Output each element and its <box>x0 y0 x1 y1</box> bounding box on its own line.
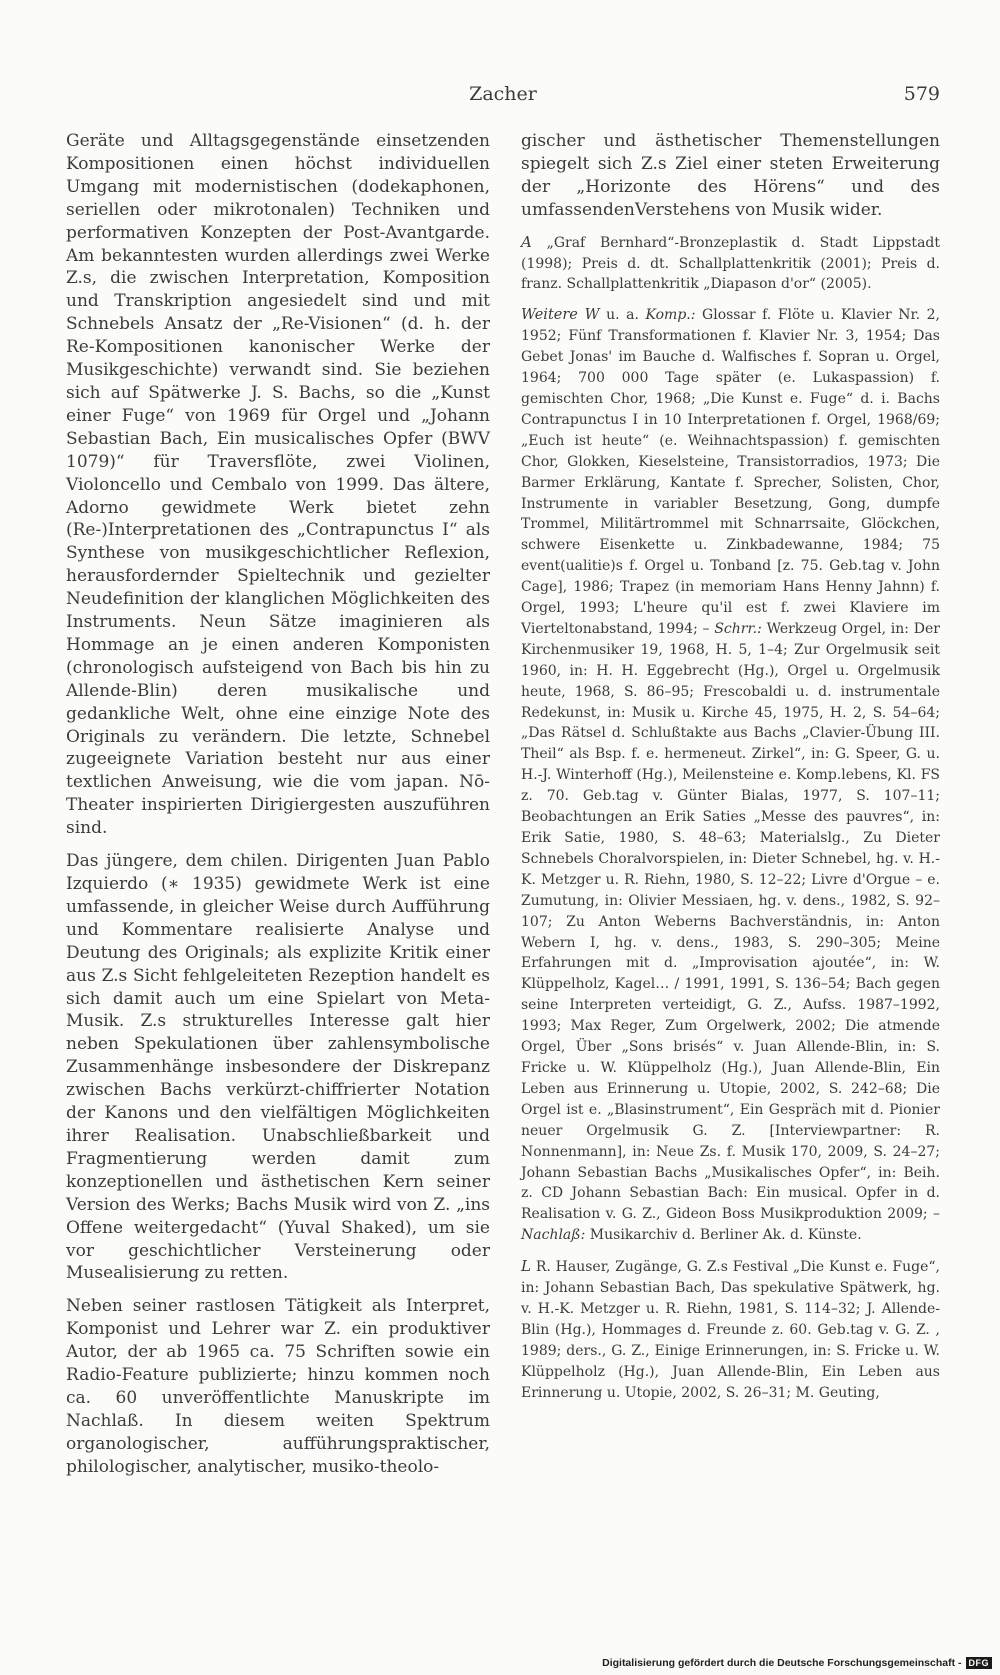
works-section <box>521 305 940 1246</box>
compositions-text: Glossar f. Flöte u. Klavier Nr. 2, 1952; Fünf Transformationen f. Klavier Nr. 3, 1954; Das Gebet Jonas' im Bauche d. Walfisches f. Sopran u. Orgel, 1964; 700 000 Tage später (e. Lukaspassion) f. gemischten Chor, 1968; „Die Kunst e. Fuge“ d. i. Bachs Contrapunctus I in 10 Interpretationen f. Orgel, 1968/69; „Euch ist heute“ (e. Weihnachtspassion) f. gemischten Chor, Glokken, Kieselsteine, Transistorradios, 1973; Die Barmer Erklärung, Kantate f. Sprecher, Solisten, Chor, Instrumente in variabler Besetzung, Gong, dumpfe Trommel, Militärtrommel mit Schnarrsaite, Glöckchen, schwere Eisenkette u. Zinkbadewanne, 1984; 75 event(ualitie)s f. Orgel u. Tonband [z. 75. Geb.tag v. John Cage], 1986; Trapez (in memoriam Hans Henny Jahnn) f. Orgel, 1993; L'heure qu'il est f. zwei Klaviere im Vierteltonabstand, 1994; – <box>521 307 941 637</box>
awards-section <box>521 232 940 296</box>
works-mid: u. a. <box>599 307 646 324</box>
literature-section <box>521 1256 940 1403</box>
awards-label: A <box>521 232 532 251</box>
compositions-label: Komp.: <box>645 307 696 324</box>
right-column <box>521 130 940 1403</box>
footer-text: Digitalisierung gefördert durch die Deutsche Forschungsgemeinschaft - <box>602 1657 962 1669</box>
works-label: Weitere W <box>521 307 600 324</box>
paragraph-continuation: gischer und ästhetischer Themenstellungen spiegelt sich Z.s Ziel einer steten Erweiterung der „Horizonte des Hörens“ und des umfassendenVerstehens von Musik wider. <box>521 131 940 220</box>
estate-label: Nachlaß: <box>521 1227 586 1244</box>
left-column <box>66 130 490 1479</box>
running-head: Zacher <box>469 83 537 105</box>
literature-label: L <box>521 1257 531 1276</box>
writings-label: Schrr.: <box>714 620 762 637</box>
paragraph-writings: Neben seiner rastlosen Tätigkeit als Interpret, Komponist und Lehrer war Z. ein produktiver Autor, der ab 1965 ca. 75 Schriften sowie ein Radio-Feature publizierte; hinzu kommen noch ca. 60 unveröffentlichte Manuskripte im Nachlaß. In diesem weiten Spektrum organologischer, aufführungspraktischer, philologischer, analytischer, musiko-theolo- <box>66 1296 490 1477</box>
page-number: 579 <box>903 83 940 105</box>
digitization-footer <box>602 1655 992 1671</box>
writings-text: Werkzeug Orgel, in: Der Kirchenmusiker 19, 1968, H. 5, 1–4; Zur Orgelmusik seit 1960, in: H. H. Eggebrecht (Hg.), Orgel u. Orgelmusik heute, 1968, S. 86–95; Frescobaldi u. d. instrumentale Redekunst, in: Musik u. Kirche 45, 1975, H. 2, S. 54–64; „Das Rätsel d. Schlußtakte aus Bachs „Clavier-Übung III. Theil“ als Bsp. f. e. hermeneut. Zirkel“, in: G. Speer, G. u. H.-J. Winterhoff (Hg.), Meilensteine e. Komp.lebens, Kl. FS z. 70. Geb.tag v. Günter Bialas, 1977, S. 107–11; Beobachtungen an Erik Saties „Messe des pauvres“, in: Erik Satie, 1980, S. 48–63; Materialslg., Zu Dieter Schnebels Choralvorspielen, in: Dieter Schnebel, hg. v. H.-K. Metzger u. R. Riehn, 1980, S. 12–22; Livre d'Orgue – e. Zumutung, in: Olivier Messiaen, hg. v. dens., 1982, S. 92–107; Zu Anton Weberns Bachverständnis, in: Anton Webern I, hg. v. dens., 1983, S. 290–305; Meine Erfahrungen mit d. „Improvisation ajoutée“, in: W. Klüppelholz, Kagel… / 1991, 1991, S. 136–54; Bach gegen seine Interpreten verteidigt, G. Z., Aufss. 1987–1992, 1993; Max Reger, Zum Orgelwerk, 2002; Die atmende Orgel, Über „Sons brisés“ v. Juan Allende-Blin, in: S. Fricke u. W. Klüppelholz (Hg.), Juan Allende-Blin, Ein Leben aus Erinnerung u. Utopie, 2002, S. 242–68; Die Orgel ist e. „Blasinstrument“, Ein Gespräch mit d. Pionier neuer Orgelmusik G. Z. [Interviewpartner: R. Nonnenmann], in: Neue Zs. f. Musik 170, 2009, S. 24–27; Johann Sebastian Bachs „Musikalisches Opfer“, in: Beih. z. CD Johann Sebastian Bach: Ein musical. Opfer in d. Realisation v. G. Z., Gideon Boss Musikproduktion 2009; – <box>521 620 940 1223</box>
paragraph-bach-works: Geräte und Alltagsgegenstände einsetzenden Kompositionen einen höchst individuellen Umgang mit modernistischen (dodekaphonen, seriellen oder mikrotonalen) Techniken und performativen Konzepten der Post-Avantgarde. Am bekanntesten wurden allerdings zwei Werke Z.s, die zwischen Interpretation, Komposition und Transkription angesiedelt sind und mit Schnebels Ansatz der „Re-Visionen“ (d. h. der Re-Kompositionen kanonischer Werke der Musikgeschichte) verwandt sind. Sie beziehen sich auf Spätwerke J. S. Bachs, so die „Kunst einer Fuge“ von 1969 für Orgel und „Johann Sebastian Bach, Ein musicalisches Opfer (BWV 1079)“ für Traversflöte, zwei Violinen, Violoncello und Cembalo von 1999. Das ältere, Adorno gewidmete Werk bietet zehn (Re-)Interpretationen des „Contrapunctus I“ als Synthese von musikgeschichtlicher Reflexion, herausfordernder Spieltechnik und gezielter Neudefinition der klanglichen Möglichkeiten des Instruments. Neun Sätze imaginieren als Hommage an je einen anderen Komponisten (chronologisch aufsteigend von Bach bis hin zu Allende-Blin) deren musikalische und gedankliche Welt, ohne eine einzige Note des Originals zu verändern. Die letzte, Schnebel zugeeignete Variation besteht nur aus einer textlichen Anweisung, wie die vom japan. Nō-Theater inspirierten Dirigiergesten auszuführen sind. <box>66 131 490 839</box>
dfg-logo: DFG <box>966 1657 993 1669</box>
paragraph-musical-offering: Das jüngere, dem chilen. Dirigenten Juan Pablo Izquierdo (∗ 1935) gewidmete Werk ist eine umfassende, in gleicher Weise durch Aufführung und Kommentare realisierte Analyse und Deutung des Originals; als explizite Kritik einer aus Z.s Sicht fehlgeleiteten Rezeption handelt es sich damit auch um eine Spielart von Meta-Musik. Z.s strukturelles Interesse galt hier neben Spekulationen über zahlensymbolische Zusammenhänge insbesondere der Diskrepanz zwischen Bachs verkürzt-chiffrierter Notation der Kanons und den vielfältigen Möglichkeiten ihrer Realisation. Unabschließbarkeit und Fragmentierung werden damit zum konzeptionellen und ästhetischen Kern seiner Version des Werks; Bachs Musik wird von Z. „ins Offene weitergedacht“ (Yuval Shaked), um sie vor geschichtlicher Versteinerung oder Musealisierung zu retten. <box>66 851 490 1284</box>
page-header <box>66 83 940 109</box>
awards-text: „Graf Bernhard“-Bronzeplastik d. Stadt Lippstadt (1998); Preis d. dt. Schallplattenkritik (2001); Preis d. franz. Schallplattenkritik „Diapason d'or“ (2005). <box>521 234 940 293</box>
literature-text: R. Hauser, Zugänge, G. Z.s Festival „Die Kunst e. Fuge“, in: Johann Sebastian Bach, Das spekulative Spätwerk, hg. v. H.-K. Metzger u. R. Riehn, 1981, S. 114–32; J. Allende-Blin (Hg.), Hommages d. Freunde z. 60. Geb.tag v. G. Z. , 1989; ders., G. Z., Einige Erinnerungen, in: S. Fricke u. W. Klüppelholz (Hg.), Juan Allende-Blin, Ein Leben aus Erinnerung u. Utopie, 2002, S. 26–31; M. Geuting, <box>521 1259 940 1401</box>
estate-text: Musikarchiv d. Berliner Ak. d. Künste. <box>585 1227 862 1244</box>
